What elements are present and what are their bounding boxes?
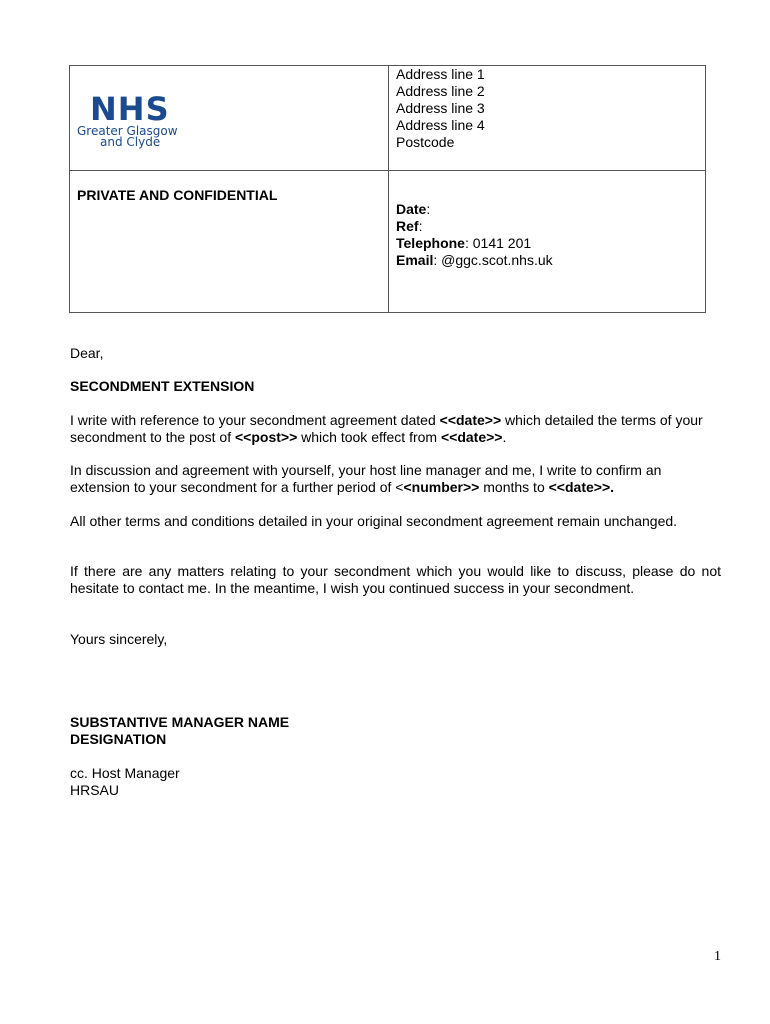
page-number: 1 <box>714 949 721 964</box>
placeholder-post: <<post>> <box>235 429 298 445</box>
date-row: Date: <box>396 201 431 217</box>
email-value: @ggc.scot.nhs.uk <box>437 252 553 268</box>
date-label: Date <box>396 201 427 217</box>
cc-hrsau: HRSAU <box>70 782 120 798</box>
placeholder-date: <<date>>. <box>548 479 615 495</box>
paragraph-reference <box>70 412 721 446</box>
address-line: Address line 4 <box>396 117 485 133</box>
cc-host-manager: cc. Host Manager <box>70 765 180 781</box>
para-text: which took effect from <box>297 429 441 445</box>
placeholder-number: <number>> <box>403 479 480 495</box>
placeholder-date: <<date>> <box>439 412 502 428</box>
closing: Yours sincerely, <box>70 631 168 647</box>
nhs-logo-line2: and Clyde <box>100 135 161 149</box>
contact-block <box>396 201 553 269</box>
table-divider-horizontal <box>70 170 705 171</box>
nhs-logo-line1: Greater Glasgow <box>77 124 178 138</box>
para-text: . <box>502 429 507 445</box>
private-confidential-label: PRIVATE AND CONFIDENTIAL <box>77 187 278 203</box>
address-block <box>396 66 485 151</box>
letter-subject: SECONDMENT EXTENSION <box>70 378 255 394</box>
email-row: Email: @ggc.scot.nhs.uk <box>396 252 553 268</box>
address-line: Address line 2 <box>396 83 485 99</box>
ref-row: Ref: <box>396 218 423 234</box>
paragraph-extension <box>70 462 721 496</box>
telephone-row: Telephone: 0141 201 <box>396 235 532 251</box>
para-text: I write with reference to your secondment agreement dated <box>70 412 440 428</box>
para-text: which detailed the terms of your secondment to the post of <box>70 412 703 445</box>
paragraph-contact: If there are any matters relating to your secondment which you would like to discuss, please do not hesitate to contact me. In the meantime, I wish you continued success in your secondment. <box>70 563 721 596</box>
email-label: Email <box>396 252 434 268</box>
nhs-logo <box>76 80 202 150</box>
address-line: Address line 3 <box>396 100 485 116</box>
address-postcode: Postcode <box>396 134 455 150</box>
signatory-designation: DESIGNATION <box>70 731 167 747</box>
telephone-label: Telephone <box>396 235 465 251</box>
signatory-name: SUBSTANTIVE MANAGER NAME <box>70 714 290 730</box>
ref-label: Ref <box>396 218 419 234</box>
salutation: Dear, <box>70 345 104 361</box>
address-line: Address line 1 <box>396 66 485 82</box>
para-text: months to <box>479 479 549 495</box>
header-table <box>69 65 706 313</box>
para-text: In discussion and agreement with yourself, your host line manager and me, I write to confirm an extension to your secondment for a further period of < <box>70 462 662 495</box>
paragraph-terms: All other terms and conditions detailed in your original secondment agreement remain unchanged. <box>70 513 678 529</box>
table-divider-vertical <box>388 66 389 312</box>
telephone-value: 0141 201 <box>468 235 532 251</box>
nhs-logo-brand: NHS <box>90 90 170 128</box>
placeholder-date: <<date>> <box>440 429 503 445</box>
